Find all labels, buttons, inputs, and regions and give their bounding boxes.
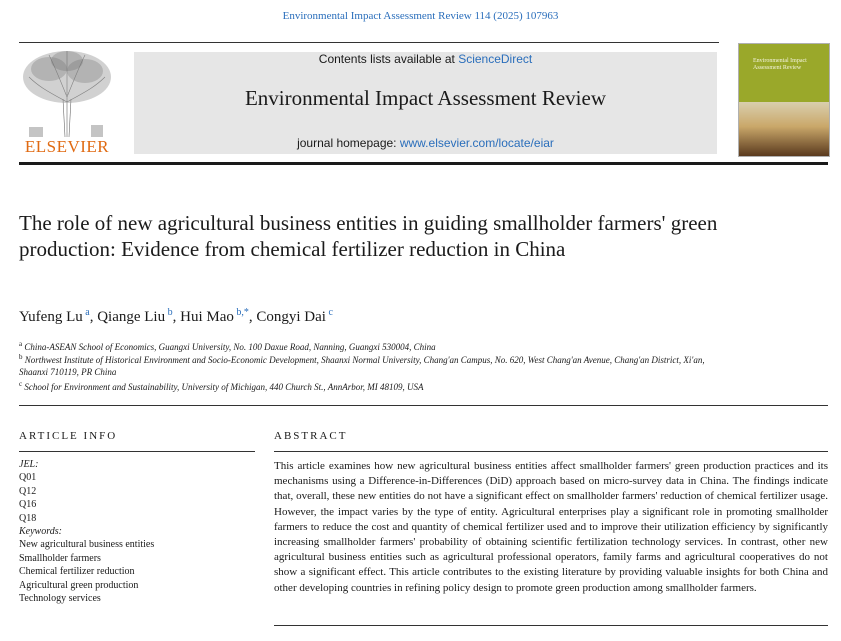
jel-label: JEL: bbox=[19, 459, 39, 470]
jel-code: Q01 bbox=[19, 472, 37, 484]
author-name[interactable]: Yufeng Lu bbox=[19, 309, 83, 325]
keywords-label: Keywords: bbox=[19, 526, 62, 538]
cover-title: Environmental Impact Assessment Review bbox=[753, 58, 807, 71]
journal-title: Environmental Impact Assessment Review bbox=[244, 86, 606, 110]
affiliation-text: China-ASEAN School of Economics, Guangxi University, No. 100 Daxue Road, Nanning, Guangxi 530004, China bbox=[24, 342, 436, 352]
author-affiliation-marker[interactable]: b,* bbox=[233, 307, 249, 318]
author-name[interactable]: Congyi Dai bbox=[256, 309, 326, 325]
author-affiliation-marker[interactable]: b bbox=[165, 307, 173, 318]
sciencedirect-link[interactable]: ScienceDirect bbox=[458, 52, 533, 66]
article-title: The role of new agricultural business entities in guiding smallholder farmers' green production: Evidence from chemical fertilizer reduction in China bbox=[19, 211, 718, 261]
author-affiliation-marker[interactable]: a bbox=[82, 307, 90, 318]
elsevier-logo[interactable] bbox=[19, 47, 115, 159]
homepage-link[interactable]: www.elsevier.com/locate/eiar bbox=[399, 136, 554, 150]
affiliation-marker: a bbox=[19, 340, 23, 348]
author-separator: , bbox=[89, 309, 98, 325]
jel-code: Q12 bbox=[19, 485, 37, 497]
keyword: Chemical fertilizer reduction bbox=[19, 566, 135, 578]
article-info-heading: ARTICLE INFO bbox=[19, 430, 118, 442]
homepage-line bbox=[134, 136, 717, 150]
affiliation-marker: c bbox=[19, 380, 23, 388]
affiliation-text: School for Environment and Sustainability, University of Michigan, 440 Church St., AnnArbor, MI 48109, USA bbox=[24, 382, 424, 392]
affiliation-text: Northwest Institute of Historical Environment and Socio-Economic Development, Shaanxi Normal University, Chang'an Campus, No. 620, West Chang'an Avenue, Chang'an District, Xi'an, Shaanxi 710119, PR China bbox=[19, 355, 705, 377]
homepage-prefix: journal homepage: bbox=[297, 136, 400, 150]
cover-photo bbox=[739, 102, 829, 156]
article-info-list bbox=[19, 458, 255, 605]
journal-citation[interactable]: Environmental Impact Assessment Review 114 (2025) 107963 bbox=[282, 10, 559, 22]
header-divider bbox=[19, 42, 719, 43]
abstract-text: This article examines how new agricultural business entities affect smallholder farmers' green production practices and its mechanisms using a Difference-in-Differences (DiD) approach based on micro-survey data in China. The findings indicate that, overall, these new entities do not have a significant effect on smallholder farmers' reduction of chemical fertilizer usage. However, the impact varies by the type of entity. Agricultural enterprises play a significant role in promoting smallholder farmers to reduce the cost and quantity of chemical fertilizer used and to improve their utilization efficiency by significantly increasing smallholder farmers' probability of obtaining scientific fertilization technology services. In contrast, other new agricultural business entities such as agricultural professional operators, family farms and agricultural cooperatives do not show a significant effect. This article contributes to the existing literature by providing valuable insights for both China and other developing countries in refining policy design to promote green production among smallholder farmers. bbox=[274, 460, 828, 594]
affiliation-marker: b bbox=[19, 353, 23, 361]
keyword: Technology services bbox=[19, 593, 101, 605]
author-separator: , bbox=[248, 309, 257, 325]
affiliation-b bbox=[19, 351, 719, 378]
contents-prefix: Contents lists available at bbox=[318, 52, 459, 66]
journal-cover-thumbnail[interactable] bbox=[738, 43, 830, 157]
author-list bbox=[19, 307, 819, 326]
tree-emblem-icon bbox=[19, 47, 115, 139]
keyword: Smallholder farmers bbox=[19, 552, 101, 564]
abstract-bottom-rule bbox=[274, 625, 828, 626]
cover-top-panel bbox=[739, 44, 829, 102]
author-affiliation-marker[interactable]: c bbox=[325, 307, 333, 318]
author-name[interactable]: Hui Mao bbox=[180, 309, 234, 325]
journal-banner bbox=[134, 52, 717, 154]
abstract-heading: ABSTRACT bbox=[274, 430, 348, 442]
jel-code: Q18 bbox=[19, 512, 37, 524]
section-divider bbox=[19, 405, 828, 406]
publisher-name: ELSEVIER bbox=[24, 137, 110, 156]
contents-line bbox=[134, 52, 717, 66]
article-info-rule bbox=[19, 451, 255, 452]
keyword: New agricultural business entities bbox=[19, 539, 155, 551]
author-separator: , bbox=[172, 309, 181, 325]
abstract-rule bbox=[274, 451, 828, 452]
jel-code: Q16 bbox=[19, 499, 37, 511]
header-bottom-rule bbox=[19, 162, 828, 165]
keyword: Agricultural green production bbox=[19, 579, 139, 591]
author-name[interactable]: Qiange Liu bbox=[97, 309, 166, 325]
affiliation-c bbox=[19, 378, 819, 393]
